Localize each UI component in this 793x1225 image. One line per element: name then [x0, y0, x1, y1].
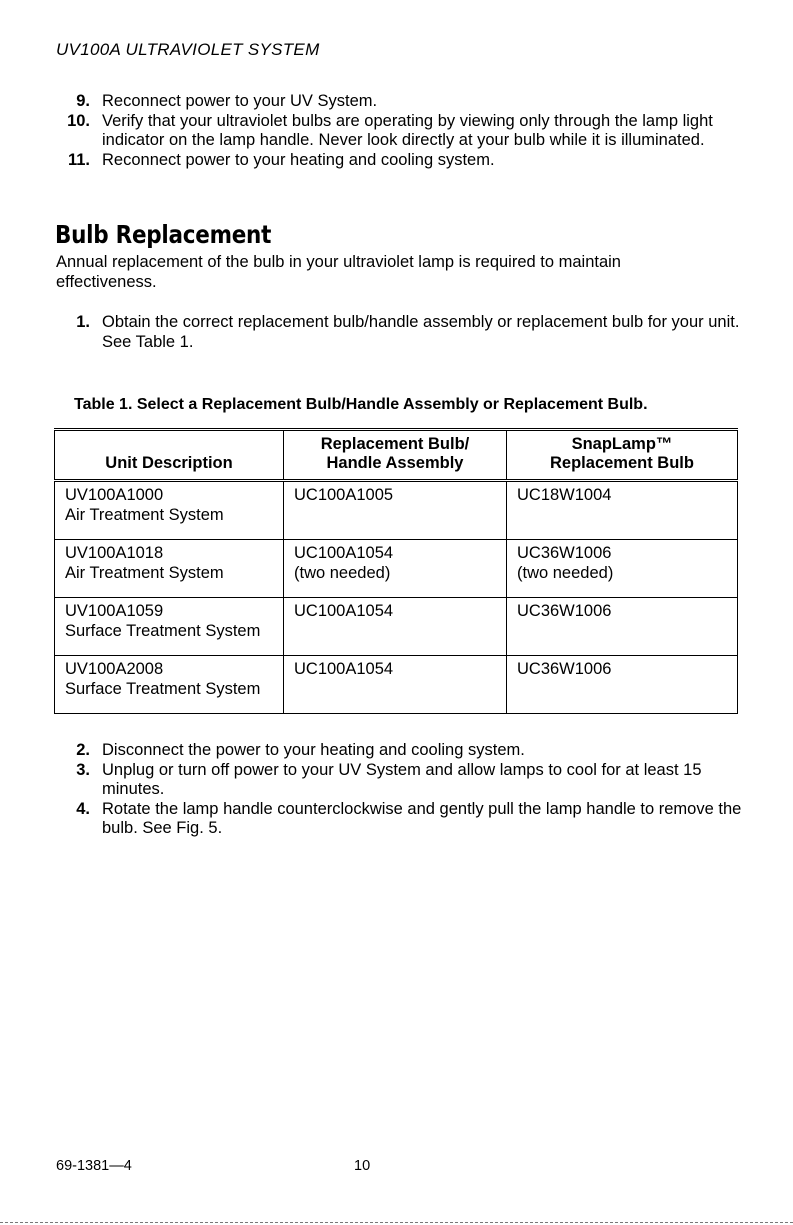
cell-assembly: UC100A1054: [284, 656, 507, 714]
cell-bulb: UC36W1006: [507, 598, 738, 656]
replacement-table: [54, 428, 738, 714]
page-header-title: UV100A ULTRAVIOLET SYSTEM: [56, 40, 320, 59]
cell-assembly: UC100A1005: [284, 481, 507, 540]
cell-assembly: UC100A1054: [284, 598, 507, 656]
footer-doc-number: 69-1381—4: [56, 1158, 132, 1174]
table-header-row: [55, 430, 738, 481]
cell-assembly: UC100A1054 (two needed): [284, 540, 507, 598]
step-text: Rotate the lamp handle counterclockwise and gently pull the lamp handle to remove the bulb. See Fig. 5.: [102, 799, 742, 837]
step-text: Disconnect the power to your heating and cooling system.: [102, 741, 525, 759]
page-bottom-rule: [0, 1222, 793, 1223]
step-text: Unplug or turn off power to your UV System and allow lamps to cool for at least 15 minutes.: [102, 760, 702, 798]
step-text: Reconnect power to your heating and cooling system.: [102, 150, 495, 169]
section-intro: Annual replacement of the bulb in your ultraviolet lamp is required to maintain effectiveness.: [56, 253, 621, 291]
cell-unit: UV100A1000 Air Treatment System: [55, 481, 284, 540]
step-item: [56, 313, 746, 352]
header-replacement-bulb: SnapLamp™ Replacement Bulb: [507, 430, 738, 481]
table-row: [55, 656, 738, 714]
step-text: Obtain the correct replacement bulb/handle assembly or replacement bulb for your unit. See Table 1.: [102, 313, 740, 351]
cell-unit: UV100A1059 Surface Treatment System: [55, 598, 284, 656]
steps-list-top: [56, 92, 746, 170]
step-number: 10.: [67, 111, 90, 130]
header-replacement-assembly: Replacement Bulb/ Handle Assembly: [284, 430, 507, 481]
table-row: [55, 540, 738, 598]
step-number: 3.: [76, 760, 90, 779]
step-number: 1.: [76, 313, 90, 331]
step-item: [56, 800, 746, 839]
cell-bulb: UC36W1006: [507, 656, 738, 714]
step-item: [56, 151, 746, 171]
step-number: 11.: [67, 150, 90, 169]
cell-unit: UV100A2008 Surface Treatment System: [55, 656, 284, 714]
cell-bulb: UC18W1004: [507, 481, 738, 540]
table-row: [55, 598, 738, 656]
footer-page-number: 10: [354, 1158, 371, 1174]
step-number: 9.: [76, 92, 90, 110]
step-item: [56, 761, 746, 800]
table-caption: Table 1. Select a Replacement Bulb/Handle Assembly or Replacement Bulb.: [74, 396, 648, 413]
step-number: 4.: [76, 799, 90, 818]
step-number: 2.: [76, 741, 90, 759]
step-item: [56, 92, 746, 112]
steps-list-mid: [56, 313, 746, 352]
header-unit-description: Unit Description: [55, 430, 284, 481]
cell-bulb: UC36W1006 (two needed): [507, 540, 738, 598]
step-text: Verify that your ultraviolet bulbs are operating by viewing only through the lamp light indicator on the lamp handle. Never look directly at your bulb while it is illuminated.: [102, 111, 713, 149]
cell-unit: UV100A1018 Air Treatment System: [55, 540, 284, 598]
step-text: Reconnect power to your UV System.: [102, 92, 378, 110]
section-heading: Bulb Replacement: [55, 220, 272, 249]
table-row: [55, 481, 738, 540]
steps-list-bottom: [56, 741, 746, 839]
step-item: [56, 741, 746, 761]
step-item: [56, 112, 746, 151]
